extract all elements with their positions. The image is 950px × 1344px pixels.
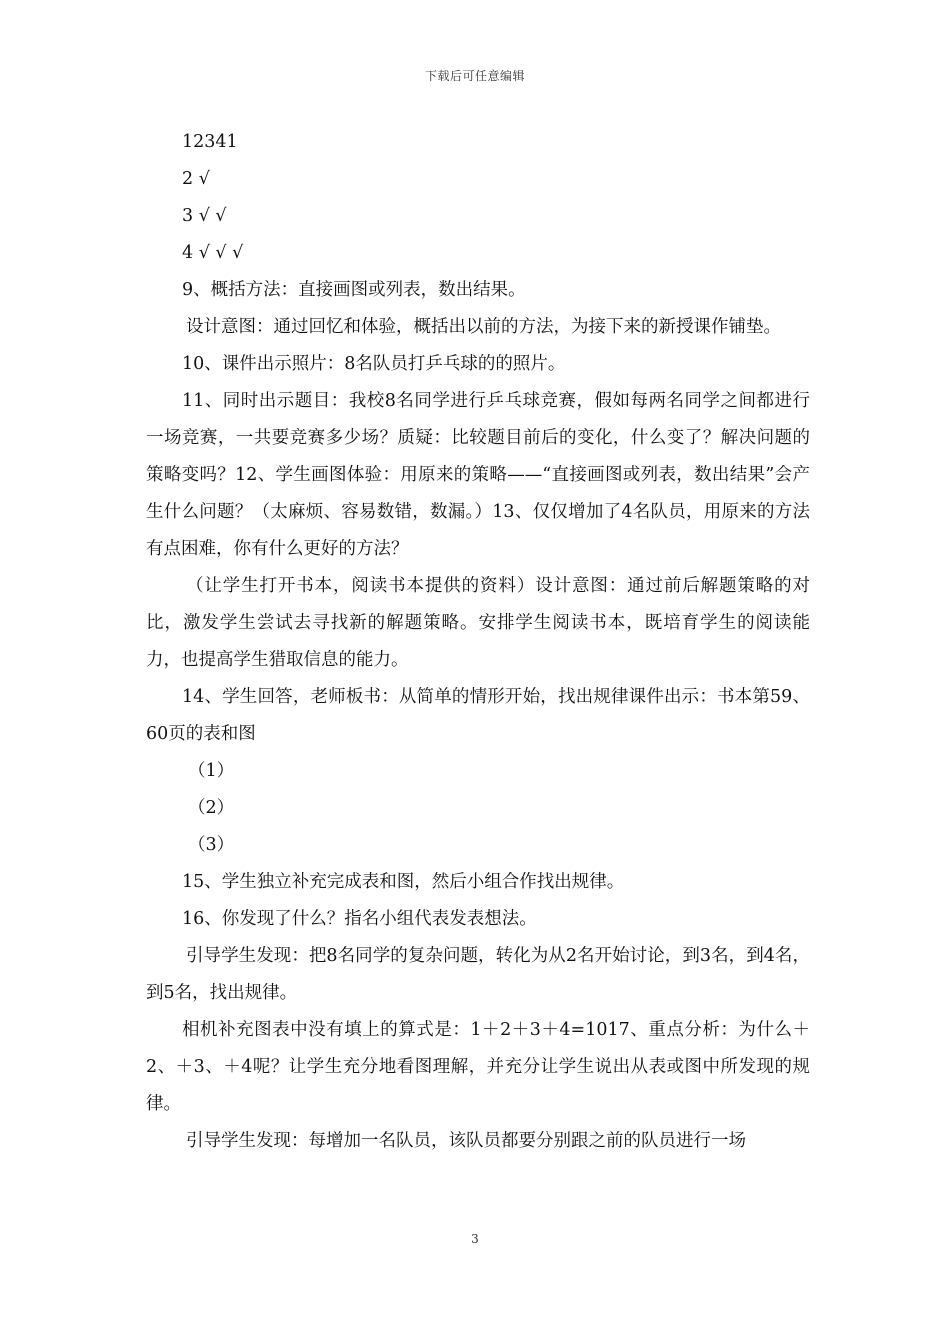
paragraph-step-14: 14、学生回答，老师板书：从简单的情形开始，找出规律课件出示：书本第59、60页的表和图 <box>146 687 810 744</box>
paragraph-step-16: 16、你发现了什么？指名小组代表发表想法。 <box>182 909 537 929</box>
paragraph-step-9: 9、概括方法：直接画图或列表，数出结果。 <box>182 280 526 300</box>
document-body <box>146 124 810 1160</box>
paragraph-list-row-2: 2 √ <box>182 169 210 189</box>
paragraph-supplement: 相机补充图表中没有填上的算式是：1＋2＋3＋4=1017、重点分析：为什么＋2、＋3、＋4呢？让学生充分地看图理解，并充分让学生说出从表或图中所发现的规律。 <box>146 1020 810 1114</box>
page-header: 下载后可任意编辑 <box>424 69 525 83</box>
paragraph-step-15: 15、学生独立补充完成表和图，然后小组合作找出规律。 <box>182 872 625 892</box>
page-number: 3 <box>471 1232 479 1246</box>
paragraph-list-row-3: 3 √ √ <box>182 206 227 226</box>
paragraph-item-1: （1） <box>188 761 235 781</box>
paragraph-list-row-1: 12341 <box>182 132 238 152</box>
paragraph-item-3: （3） <box>188 835 235 855</box>
paragraph-guide-discovery-1: 引导学生发现：把8名同学的复杂问题，转化为从2名开始讨论，到3名，到4名，到5名，找出规律。 <box>146 946 810 1003</box>
paragraph-item-2: （2） <box>188 798 235 818</box>
paragraph-step-11-13: 11、同时出示题目：我校8名同学进行乒乓球竞赛，假如每两名同学之间都进行一场竞赛，一共要竞赛多少场？质疑：比较题目前后的变化，什么变了？解决问题的策略变吗？12、学生画图体验：用原来的策略——“直接画图或列表，数出结果”会产生什么问题？（太麻烦、容易数错，数漏。）13、仅仅增加了4名队员，用原来的方法有点困难，你有什么更好的方法？ <box>146 391 810 559</box>
paragraph-list-row-4: 4 √ √ √ <box>182 243 244 263</box>
paragraph-design-intent-2: （让学生打开书本，阅读书本提供的资料）设计意图：通过前后解题策略的对比，激发学生尝试去寻找新的解题策略。安排学生阅读书本，既培育学生的阅读能力，也提高学生猎取信息的能力。 <box>146 576 810 670</box>
paragraph-guide-discovery-2: 引导学生发现：每增加一名队员，该队员都要分别跟之前的队员进行一场 <box>186 1131 746 1151</box>
paragraph-step-10: 10、课件出示照片：8名队员打乒乓球的的照片。 <box>182 354 566 374</box>
paragraph-design-intent-1: 设计意图：通过回忆和体验，概括出以前的方法，为接下来的新授课作铺垫。 <box>186 317 781 337</box>
